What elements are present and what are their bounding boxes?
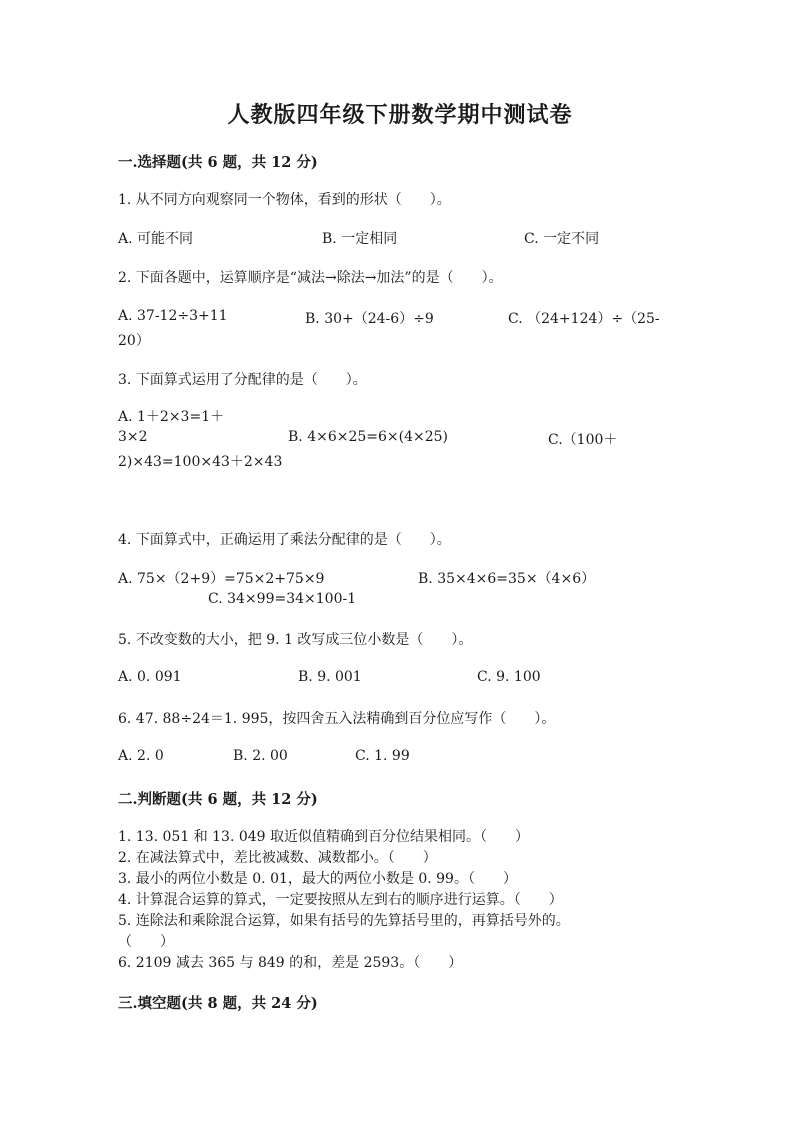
judgement-item-1: 1. 13. 051 和 13. 049 取近似值精确到百分位结果相同。（ ） xyxy=(118,829,530,845)
question-6-option-c: C. 1. 99 xyxy=(355,748,410,764)
question-1-stem: 1. 从不同方向观察同一个物体，看到的形状（ ）。 xyxy=(118,192,451,208)
question-3-option-b: B. 4×6×25=6×(4×25) xyxy=(288,429,449,445)
question-6-option-b: B. 2. 00 xyxy=(233,748,288,764)
question-2-option-c-wrap: 20） xyxy=(118,333,150,349)
judgement-item-6: 6. 2109 减去 365 与 849 的和，差是 2593。（ ） xyxy=(118,955,463,971)
question-1-option-a: A. 可能不同 xyxy=(118,231,194,247)
section-heading-choice: 一.选择题(共 6 题，共 12 分) xyxy=(118,154,318,171)
question-2-option-b: B. 30+（24-6）÷9 xyxy=(305,311,434,327)
question-1-option-b: B. 一定相同 xyxy=(322,231,398,247)
question-4-option-b: B. 35×4×6=35×（4×6） xyxy=(418,571,596,587)
section-heading-fill-blank: 三.填空题(共 8 题，共 24 分) xyxy=(118,995,318,1012)
question-2-stem: 2. 下面各题中，运算顺序是“减法→除法→加法”的是（ ）。 xyxy=(118,270,503,286)
question-5-stem: 5. 不改变数的大小，把 9. 1 改写成三位小数是（ ）。 xyxy=(118,632,473,648)
question-5-option-a: A. 0. 091 xyxy=(118,669,182,685)
section-heading-judgement: 二.判断题(共 6 题，共 12 分) xyxy=(118,791,318,808)
question-4-option-a: A. 75×（2+9）=75×2+75×9 xyxy=(118,571,325,587)
question-3-option-c: C.（100＋ xyxy=(548,432,618,448)
judgement-item-5: 5. 连除法和乘除混合运算，如果有括号的先算括号里的，再算括号外的。 xyxy=(118,913,570,929)
question-2-option-a: A. 37-12÷3+11 xyxy=(118,308,228,324)
question-3-option-a: A. 1＋2×3=1＋ xyxy=(118,409,225,425)
question-4-stem: 4. 下面算式中，正确运用了乘法分配律的是（ ）。 xyxy=(118,532,451,548)
judgement-item-4: 4. 计算混合运算的算式，一定要按照从左到右的顺序进行运算。（ ） xyxy=(118,892,563,908)
judgement-item-2: 2. 在减法算式中，差比被减数、减数都小。（ ） xyxy=(118,850,437,866)
question-3-option-a-wrap: 3×2 xyxy=(118,429,148,445)
question-5-option-c: C. 9. 100 xyxy=(477,669,541,685)
page-title: 人教版四年级下册数学期中测试卷 xyxy=(227,102,573,128)
question-3-option-c-wrap: 2)×43=100×43＋2×43 xyxy=(118,454,283,470)
question-5-option-b: B. 9. 001 xyxy=(298,669,362,685)
judgement-item-5-wrap: （ ） xyxy=(118,934,174,950)
question-3-stem: 3. 下面算式运用了分配律的是（ ）。 xyxy=(118,372,367,388)
question-6-stem: 6. 47. 88÷24＝1. 995，按四舍五入法精确到百分位应写作（ ）。 xyxy=(118,711,556,727)
question-4-option-c: C. 34×99=34×100-1 xyxy=(208,591,357,607)
judgement-item-3: 3. 最小的两位小数是 0. 01，最大的两位小数是 0. 99。（ ） xyxy=(118,871,517,887)
question-2-option-c: C. （24+124）÷（25- xyxy=(508,311,660,327)
question-6-option-a: A. 2. 0 xyxy=(118,748,164,764)
question-1-option-c: C. 一定不同 xyxy=(524,231,600,247)
